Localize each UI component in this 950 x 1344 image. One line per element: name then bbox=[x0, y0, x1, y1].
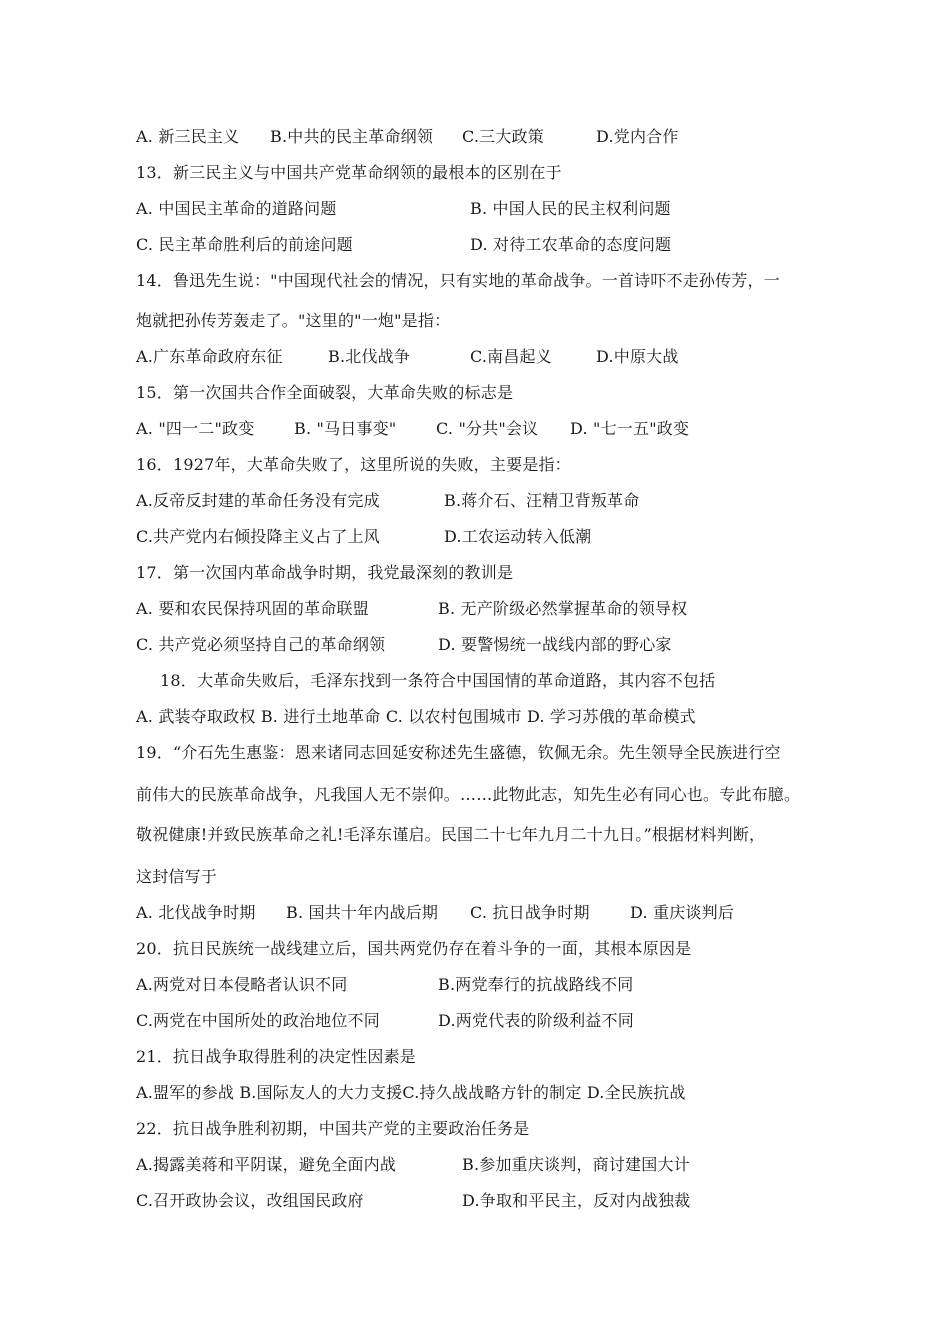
q17-stem: 17．第一次国内革命战争时期，我党最深刻的教训是 bbox=[136, 563, 514, 582]
q12-option-c: C.三大政策 bbox=[462, 127, 544, 146]
q22-stem: 22．抗日战争胜利初期，中国共产党的主要政治任务是 bbox=[136, 1119, 530, 1138]
q19-stem-line-3: 敬祝健康!并致民族革命之礼!毛泽东谨启。民国二十七年九月二十九日。”根据材料判断， bbox=[136, 825, 766, 844]
q17-option-a: A. 要和农民保持巩固的革命联盟 bbox=[136, 599, 369, 618]
q16-option-c: C.共产党内右倾投降主义占了上风 bbox=[136, 527, 380, 546]
q15-option-a: A. "四一二"政变 bbox=[136, 419, 255, 438]
q13-option-c: C. 民主革命胜利后的前途问题 bbox=[136, 235, 353, 254]
q14-stem-line-2: 炮就把孙传芳轰走了。"这里的"一炮"是指： bbox=[136, 311, 451, 330]
q14-stem-line-1: 14．鲁迅先生说："中国现代社会的情况，只有实地的革命战争。一首诗吓不走孙传芳，一 bbox=[136, 271, 780, 290]
q14-option-a: A.广东革命政府东征 bbox=[136, 347, 283, 366]
q22-option-a: A.揭露美蒋和平阴谋，避免全面内战 bbox=[136, 1155, 397, 1174]
q19-option-b: B. 国共十年内战后期 bbox=[286, 903, 439, 922]
q22-option-b: B.参加重庆谈判，商讨建国大计 bbox=[462, 1155, 690, 1174]
q15-option-b: B. "马日事变" bbox=[294, 419, 397, 438]
q14-option-d: D.中原大战 bbox=[596, 347, 679, 366]
q13-stem: 13．新三民主义与中国共产党革命纲领的最根本的区别在于 bbox=[136, 163, 562, 182]
q20-option-c: C.两党在中国所处的政治地位不同 bbox=[136, 1011, 380, 1030]
q16-option-a: A.反帝反封建的革命任务没有完成 bbox=[136, 491, 380, 510]
q19-option-c: C. 抗日战争时期 bbox=[470, 903, 590, 922]
q13-option-b: B. 中国人民的民主权利问题 bbox=[470, 199, 671, 218]
q16-option-b: B.蒋介石、汪精卫背叛革命 bbox=[444, 491, 640, 510]
q18-options: A. 武装夺取政权 B. 进行土地革命 C. 以农村包围城市 D. 学习苏俄的革命模式 bbox=[136, 707, 696, 726]
q17-option-b: B. 无产阶级必然掌握革命的领导权 bbox=[438, 599, 688, 618]
q20-option-a: A.两党对日本侵略者认识不同 bbox=[136, 975, 348, 994]
q13-option-a: A. 中国民主革命的道路问题 bbox=[136, 199, 337, 218]
q12-option-d: D.党内合作 bbox=[596, 127, 679, 146]
q15-stem: 15．第一次国共合作全面破裂，大革命失败的标志是 bbox=[136, 383, 514, 402]
q22-option-d: D.争取和平民主，反对内战独裁 bbox=[462, 1191, 691, 1210]
q21-stem: 21．抗日战争取得胜利的决定性因素是 bbox=[136, 1047, 416, 1066]
q16-option-d: D.工农运动转入低潮 bbox=[444, 527, 592, 546]
q15-option-d: D. "七一五"政变 bbox=[570, 419, 690, 438]
q14-option-c: C.南昌起义 bbox=[470, 347, 552, 366]
q20-option-d: D.两党代表的阶级利益不同 bbox=[438, 1011, 634, 1030]
q19-option-d: D. 重庆谈判后 bbox=[630, 903, 735, 922]
q15-option-c: C. "分共"会议 bbox=[436, 419, 539, 438]
q14-option-b: B.北伐战争 bbox=[328, 347, 411, 366]
q17-option-d: D. 要警惕统一战线内部的野心家 bbox=[438, 635, 672, 654]
q21-options: A.盟军的参战 B.国际友人的大力支援C.持久战战略方针的制定 D.全民族抗战 bbox=[136, 1083, 686, 1102]
q18-stem: 18．大革命失败后，毛泽东找到一条符合中国国情的革命道路，其内容不包括 bbox=[160, 671, 716, 690]
q12-option-a: A. 新三民主义 bbox=[136, 127, 240, 146]
q19-stem-line-4: 这封信写于 bbox=[136, 867, 218, 886]
q19-option-a: A. 北伐战争时期 bbox=[136, 903, 256, 922]
q16-stem: 16．1927年，大革命失败了，这里所说的失败，主要是指： bbox=[136, 455, 571, 474]
q20-stem: 20．抗日民族统一战线建立后，国共两党仍存在着斗争的一面，其根本原因是 bbox=[136, 939, 692, 958]
q22-option-c: C.召开政协会议，改组国民政府 bbox=[136, 1191, 364, 1210]
q20-option-b: B.两党奉行的抗战路线不同 bbox=[438, 975, 634, 994]
q13-option-d: D. 对待工农革命的态度问题 bbox=[470, 235, 672, 254]
q19-stem-line-1: 19．“介石先生惠鉴：恩来诸同志回延安称述先生盛德，钦佩无余。先生领导全民族进行空 bbox=[136, 743, 781, 762]
q17-option-c: C. 共产党必须坚持自己的革命纲领 bbox=[136, 635, 386, 654]
q12-option-b: B.中共的民主革命纲领 bbox=[270, 127, 434, 146]
q19-stem-line-2: 前伟大的民族革命战争，凡我国人无不崇仰。……此物此志，知先生必有同心也。专此布臆。 bbox=[136, 785, 801, 804]
